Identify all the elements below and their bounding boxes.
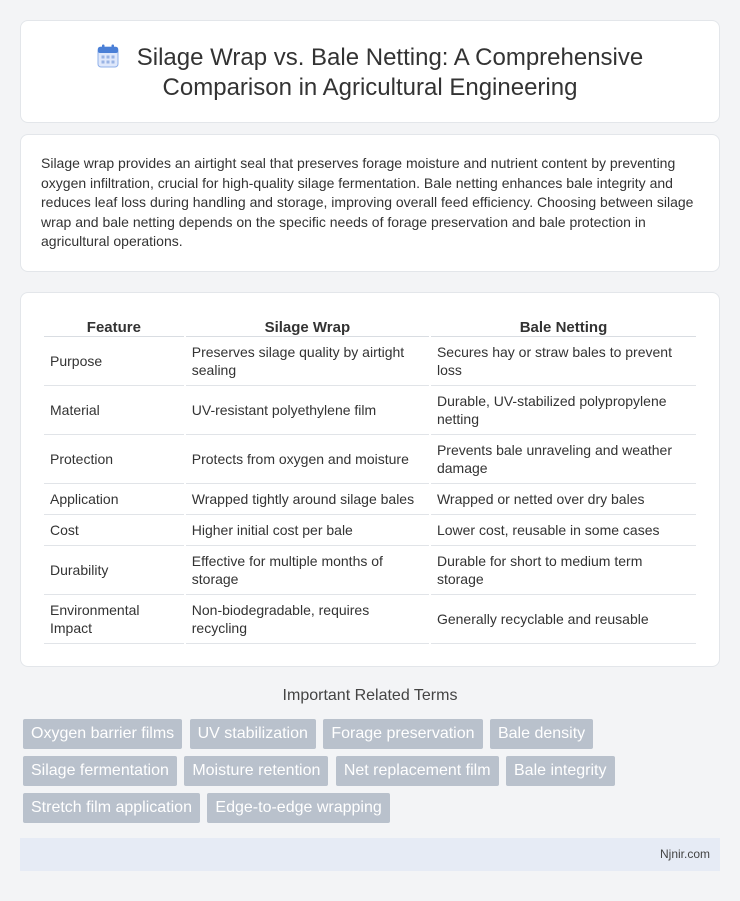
tag-forage-preservation[interactable]: Forage preservation xyxy=(323,719,482,749)
table-header-row xyxy=(44,315,696,337)
related-terms-title: Important Related Terms xyxy=(282,687,458,704)
table-row xyxy=(44,337,696,386)
silage-wrap-cell: UV-resistant polyethylene film xyxy=(186,386,429,435)
intro-card xyxy=(20,134,720,272)
bale-netting-cell: Durable, UV-stabilized polypropylene netting xyxy=(431,386,696,435)
tag-silage-fermentation[interactable]: Silage fermentation xyxy=(23,756,177,786)
table-row xyxy=(44,595,696,644)
silage-wrap-cell: Effective for multiple months of storage xyxy=(186,546,429,595)
bale-netting-cell: Generally recyclable and reusable xyxy=(431,595,696,644)
table-row xyxy=(44,484,696,515)
feature-cell: Material xyxy=(44,386,184,435)
feature-cell: Environmental Impact xyxy=(44,595,184,644)
tag-moisture-retention[interactable]: Moisture retention xyxy=(184,756,328,786)
header-bale-netting: Bale Netting xyxy=(431,315,696,337)
page-title xyxy=(21,43,719,103)
comparison-card xyxy=(20,292,720,667)
tag-oxygen-barrier-films[interactable]: Oxygen barrier films xyxy=(23,719,182,749)
bale-netting-cell: Durable for short to medium term storage xyxy=(431,546,696,595)
bale-netting-cell: Secures hay or straw bales to prevent loss xyxy=(431,337,696,386)
header-silage-wrap: Silage Wrap xyxy=(186,315,429,337)
feature-cell: Durability xyxy=(44,546,184,595)
header-feature: Feature xyxy=(44,315,184,337)
tag-bale-density[interactable]: Bale density xyxy=(490,719,593,749)
footer xyxy=(20,838,720,871)
silage-wrap-cell: Higher initial cost per bale xyxy=(186,515,429,546)
calendar-icon xyxy=(97,44,119,68)
title-line-1: Silage Wrap vs. Bale Netting: A Comprehensive xyxy=(136,44,644,71)
footer-site-link[interactable]: Njnir.com xyxy=(659,847,710,861)
silage-wrap-cell: Wrapped tightly around silage bales xyxy=(186,484,429,515)
tag-net-replacement-film[interactable]: Net replacement film xyxy=(336,756,499,786)
title-line-2: Comparison in Agricultural Engineering xyxy=(162,74,578,101)
tag-bale-integrity[interactable]: Bale integrity xyxy=(506,756,615,786)
table-row xyxy=(44,515,696,546)
feature-cell: Protection xyxy=(44,435,184,484)
table-row xyxy=(44,386,696,435)
tag-stretch-film-application[interactable]: Stretch film application xyxy=(23,793,200,823)
related-terms-list xyxy=(23,719,723,830)
comparison-table xyxy=(42,315,698,644)
silage-wrap-cell: Protects from oxygen and moisture xyxy=(186,435,429,484)
silage-wrap-cell: Non-biodegradable, requires recycling xyxy=(186,595,429,644)
bale-netting-cell: Prevents bale unraveling and weather damage xyxy=(431,435,696,484)
intro-paragraph: Silage wrap provides an airtight seal that preserves forage moisture and nutrient content by preventing oxygen infiltration, crucial for high-quality silage fermentation. Bale netting enhances bale integrity and reduces leaf loss during handling and storage, improving overall feed efficiency. Choosing between silage wrap and bale netting depends on the specific needs of forage preservation and bale protection in agricultural operations. xyxy=(41,155,694,250)
table-row xyxy=(44,546,696,595)
feature-cell: Purpose xyxy=(44,337,184,386)
bale-netting-cell: Lower cost, reusable in some cases xyxy=(431,515,696,546)
silage-wrap-cell: Preserves silage quality by airtight sealing xyxy=(186,337,429,386)
tag-edge-to-edge-wrapping[interactable]: Edge-to-edge wrapping xyxy=(207,793,389,823)
table-row xyxy=(44,435,696,484)
feature-cell: Cost xyxy=(44,515,184,546)
title-card xyxy=(20,20,720,123)
bale-netting-cell: Wrapped or netted over dry bales xyxy=(431,484,696,515)
feature-cell: Application xyxy=(44,484,184,515)
tag-uv-stabilization[interactable]: UV stabilization xyxy=(190,719,316,749)
